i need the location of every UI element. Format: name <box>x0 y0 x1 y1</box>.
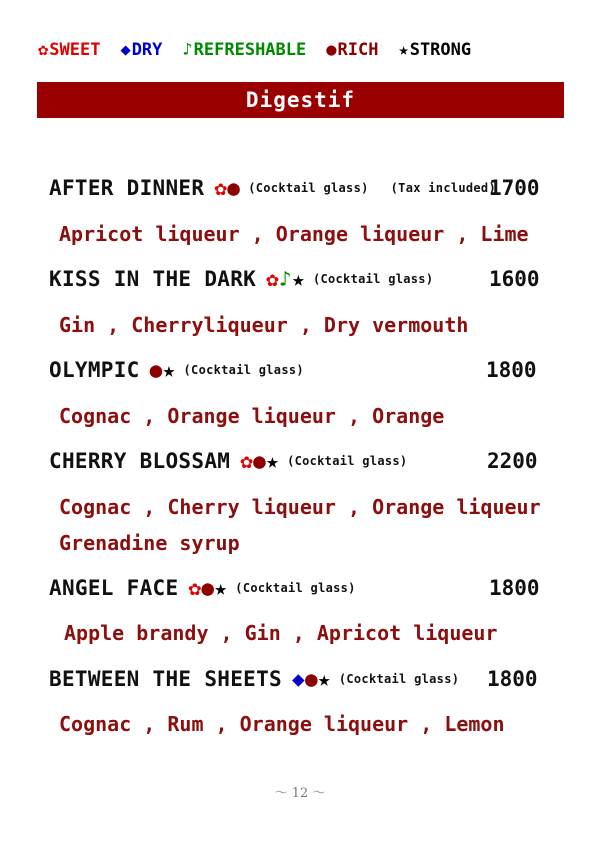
circle-icon: ● <box>201 576 215 600</box>
drink-ingredients: Apricot liqueur , Orange liqueur , Lime <box>59 222 529 246</box>
flavor-symbols <box>240 449 279 473</box>
glass-type: (Cocktail glass) <box>338 672 460 686</box>
star-icon: ★ <box>162 358 176 382</box>
star-icon: ★ <box>317 667 331 691</box>
legend-dry-label: DRY <box>131 40 163 60</box>
flavor-symbols <box>214 176 240 200</box>
legend-rich-label: RICH <box>337 40 379 60</box>
star-icon: ★ <box>292 267 305 291</box>
legend-refreshable <box>182 40 306 60</box>
legend-dry <box>120 40 162 60</box>
flower-icon: ✿ <box>188 576 202 600</box>
drink-price: 2200 <box>487 449 538 473</box>
drink-ingredients: Cognac , Rum , Orange liqueur , Lemon <box>59 712 505 736</box>
section-title: Digestif <box>245 88 356 112</box>
drink-price: 1800 <box>487 667 538 691</box>
menu-item-title <box>49 176 496 200</box>
circle-icon: ● <box>304 667 318 691</box>
drink-name: OLYMPIC <box>49 358 140 382</box>
drink-ingredients: Gin , Cherryliqueur , Dry vermouth <box>59 313 469 337</box>
drink-price: 1700 <box>489 176 540 200</box>
drink-name: AFTER DINNER <box>49 176 205 200</box>
drink-name: BETWEEN THE SHEETS <box>49 667 282 691</box>
page-number: ～ 12 ～ <box>274 786 326 801</box>
legend-refreshable-label: REFRESHABLE <box>193 40 307 60</box>
flower-icon: ✿ <box>38 40 49 60</box>
flavor-symbols <box>150 358 176 382</box>
legend-sweet-label: SWEET <box>49 40 101 60</box>
star-icon: ★ <box>214 576 228 600</box>
drink-name: ANGEL FACE <box>49 576 179 600</box>
circle-icon: ● <box>253 449 267 473</box>
menu-item-title <box>49 267 433 291</box>
glass-type: (Cocktail glass) <box>312 272 434 286</box>
flower-icon: ✿ <box>240 449 254 473</box>
circle-icon: ● <box>227 176 241 200</box>
music-note-icon: ♪ <box>182 40 193 60</box>
glass-type: (Cocktail glass) <box>183 363 304 377</box>
flower-icon: ✿ <box>266 267 280 291</box>
flavor-symbols <box>266 267 305 291</box>
section-banner <box>37 82 564 118</box>
drink-price: 1600 <box>489 267 540 291</box>
drink-ingredients: Cognac , Cherry liqueur , Orange liqueur <box>59 495 541 519</box>
flavor-symbols <box>292 667 331 691</box>
drink-ingredients: Cognac , Orange liqueur , Orange <box>59 404 445 428</box>
music-note-icon: ♪ <box>279 267 292 291</box>
glass-type: (Cocktail glass) <box>235 581 356 595</box>
glass-type: (Cocktail glass) <box>287 454 408 468</box>
legend-strong-label: STRONG <box>409 40 472 60</box>
legend-sweet <box>38 40 100 60</box>
menu-item-title <box>49 576 356 600</box>
diamond-icon: ◆ <box>291 667 305 691</box>
circle-icon: ● <box>326 40 337 60</box>
circle-icon: ● <box>149 358 163 382</box>
drink-ingredients: Apple brandy , Gin , Apricot liqueur <box>64 621 498 645</box>
drink-price: 1800 <box>489 576 540 600</box>
menu-item-title <box>49 358 304 382</box>
legend-strong <box>398 40 471 60</box>
menu-item-title <box>49 667 459 691</box>
drink-name: KISS IN THE DARK <box>49 267 257 291</box>
drink-price: 1800 <box>486 358 537 382</box>
flavor-legend <box>38 40 580 60</box>
drink-ingredients-continued: Grenadine syrup <box>59 531 240 555</box>
tax-note: (Tax included) <box>390 181 496 195</box>
drink-name: CHERRY BLOSSAM <box>49 449 231 473</box>
star-icon: ★ <box>266 449 280 473</box>
star-icon: ★ <box>398 40 409 60</box>
flavor-symbols <box>188 576 227 600</box>
legend-rich <box>326 40 378 60</box>
flower-icon: ✿ <box>214 176 228 200</box>
glass-type: (Cocktail glass) <box>248 181 369 195</box>
diamond-icon: ◆ <box>120 40 131 60</box>
menu-item-title <box>49 449 407 473</box>
